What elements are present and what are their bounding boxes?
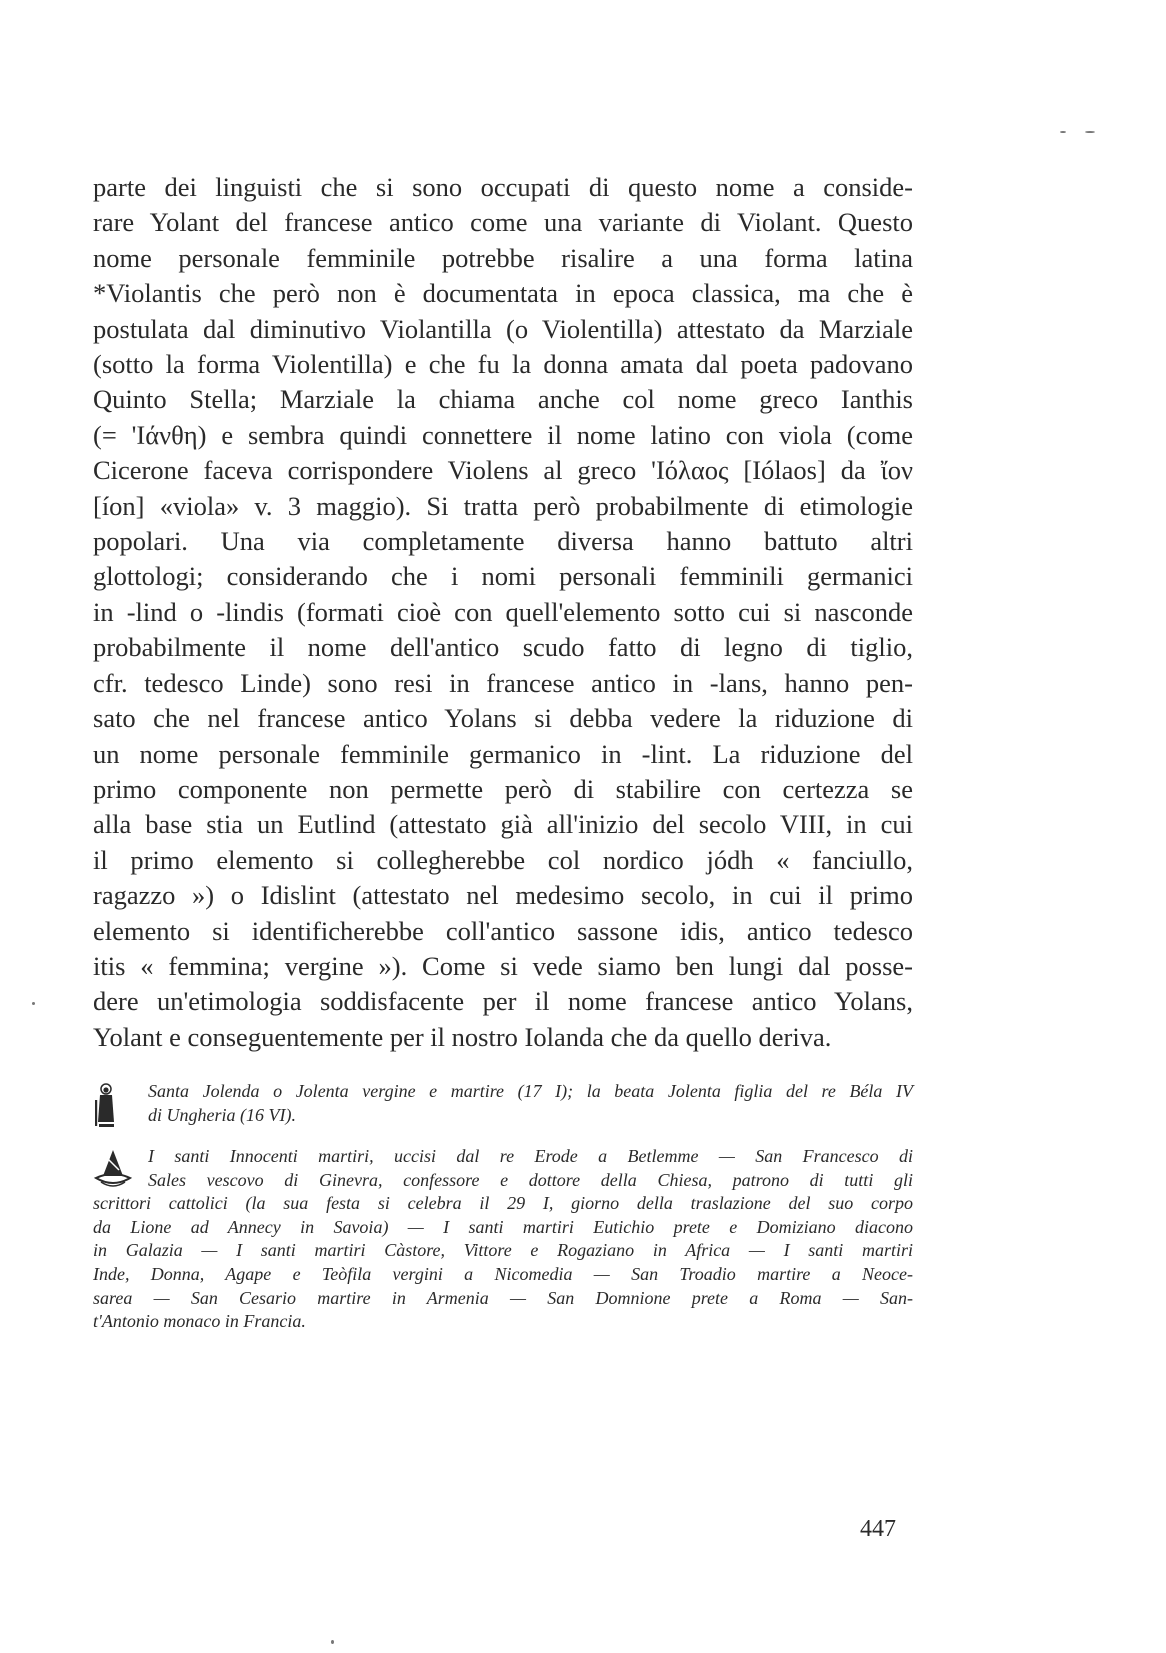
scan-speck xyxy=(1085,131,1095,133)
text-line: glottologi; considerando che i nomi personali femminili germanici xyxy=(93,561,913,592)
text-line: [íon] «viola» v. 3 maggio). Si tratta però probabilmente di etimologie xyxy=(93,490,913,521)
text-line: elemento si identificherebbe coll'antico sassone idis, antico tedesco xyxy=(93,915,913,946)
note-line: scrittori cattolici (la sua festa si celebra il 29 I, giorno della traslazione del suo corpo xyxy=(93,1193,913,1214)
note-line: Santa Jolenda o Jolenta vergine e martire (17 I); la beata Jolenta figlia del re Béla IV xyxy=(148,1081,913,1101)
text-line: primo componente non permette però di stabilire con certezza se xyxy=(93,773,913,804)
text-line: popolari. Una via completamente diversa hanno battuto altri xyxy=(93,526,913,557)
scan-speck xyxy=(1060,131,1066,133)
text-line: il primo elemento si collegherebbe col nordico jódh « fanciullo, xyxy=(93,844,913,875)
text-line: (sotto la forma Violentilla) e che fu la donna amata dal poeta padovano xyxy=(93,349,913,380)
text-line: (= 'Ιάνθη) e sembra quindi connettere il nome latino con viola (come xyxy=(93,419,913,450)
text-line: postulata dal diminutivo Violantilla (o Violentilla) attestato da Marziale xyxy=(93,313,913,344)
text-line: dere un'etimologia soddisfacente per il nome francese antico Yolans, xyxy=(93,986,913,1017)
text-line: Quinto Stella; Marziale la chiama anche col nome greco Ianthis xyxy=(93,384,913,415)
note-line: t'Antonio monaco in Francia. xyxy=(93,1311,306,1332)
scan-speck xyxy=(331,1640,334,1644)
note-line: in Galazia — I santi martiri Càstore, Vittore e Rogaziano in Africa — I santi martiri xyxy=(93,1240,913,1261)
text-line: in -lind o -lindis (formati cioè con quell'elemento sotto cui si nasconde xyxy=(93,596,913,627)
martyrs-note xyxy=(93,1145,913,1334)
note-line: I santi Innocenti martiri, uccisi dal re Erode a Betlemme — San Francesco di xyxy=(148,1146,913,1166)
text-line: alla base stia un Eutlind (attestato già all'inizio del secolo VIII, in cui xyxy=(93,809,913,840)
text-line: cfr. tedesco Linde) sono resi in francese antico in -lans, hanno pen- xyxy=(93,667,913,698)
page-number: 447 xyxy=(860,1516,896,1542)
text-line: nome personale femminile potrebbe risalire a una forma latina xyxy=(93,242,913,273)
text-line: un nome personale femminile germanico in -lint. La riduzione del xyxy=(93,738,913,769)
text-line: itis « femmina; vergine »). Come si vede siamo ben lungi dal posse- xyxy=(93,950,913,981)
scan-speck xyxy=(32,1002,35,1005)
text-line: sato che nel francese antico Yolans si debba vedere la riduzione di xyxy=(93,703,913,734)
text-line: probabilmente il nome dell'antico scudo fatto di legno di tiglio, xyxy=(93,632,913,663)
text-line: Cicerone faceva corrispondere Violens al greco 'Ιόλαος [Iólaos] da ἴον xyxy=(93,455,913,486)
text-line: rare Yolant del francese antico come una variante di Violant. Questo xyxy=(93,207,913,238)
note-line: da Lione ad Annecy in Savoia) — I santi martiri Eutichio prete e Domiziano diacono xyxy=(93,1216,913,1237)
text-line: *Violantis che però non è documentata in epoca classica, ma che è xyxy=(93,278,913,309)
text-line: Yolant e conseguentemente per il nostro Iolanda che da quello deriva. xyxy=(93,1021,832,1052)
main-paragraph xyxy=(93,170,913,1055)
text-line: parte dei linguisti che si sono occupati di questo nome a conside- xyxy=(93,172,913,202)
note-line: Inde, Donna, Agape e Teòfila vergini a Nicomedia — San Troadio martire a Neoce- xyxy=(93,1263,913,1284)
text-line: ragazzo ») o Idislint (attestato nel medesimo secolo, in cui il primo xyxy=(93,880,913,911)
note-line: di Ungheria (16 VI). xyxy=(148,1104,296,1125)
saints-note xyxy=(93,1080,913,1127)
note-line: Sales vescovo di Ginevra, confessore e dottore della Chiesa, patrono di tutti gli xyxy=(148,1169,913,1190)
note-line: sarea — San Cesario martire in Armenia — San Domnione prete a Roma — San- xyxy=(93,1287,913,1308)
